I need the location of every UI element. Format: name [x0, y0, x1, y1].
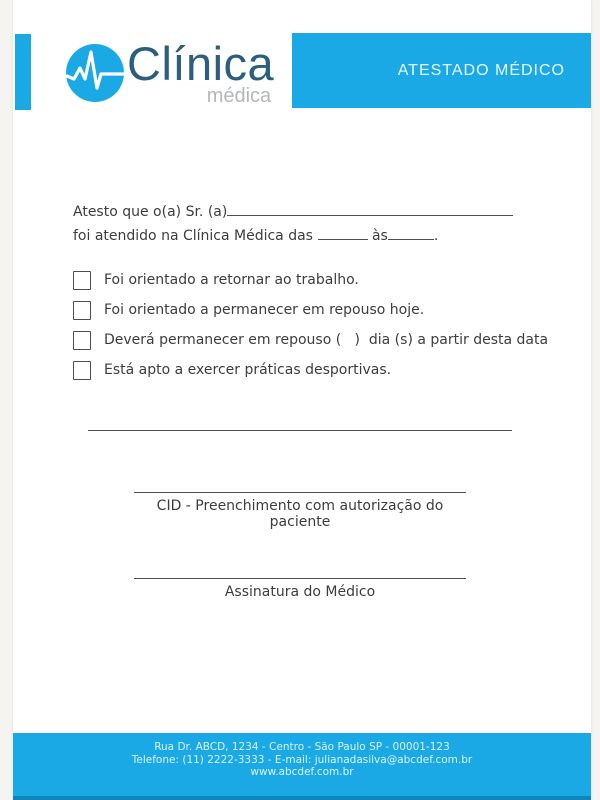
footer [13, 733, 591, 800]
brand-name: Clínica [127, 37, 275, 90]
time-to-field[interactable] [388, 224, 434, 240]
time-from-field[interactable] [318, 224, 368, 240]
statement-line-2-middle: às [371, 228, 388, 244]
brand-subtitle: médica [206, 85, 272, 107]
checkbox-sports-fit[interactable] [73, 361, 91, 380]
signature-fill-line[interactable] [134, 578, 466, 579]
checkbox-label: Foi orientado a retornar ao trabalho. [104, 272, 359, 288]
footer-address: Rua Dr. ABCD, 1234 - Centro - São Paulo SP - 00001-123 [154, 741, 450, 753]
statement-line-2-period: . [433, 228, 439, 244]
footer-contact: Telefone: (11) 2222-3333 - E-mail: julianadasilva@abcdef.com.br [131, 753, 473, 766]
cid-field [134, 492, 466, 530]
checkbox-label: Está apto a exercer práticas desportivas. [104, 362, 392, 378]
cid-fill-line[interactable] [134, 492, 466, 493]
checklist-item [73, 360, 543, 380]
checkbox-return-to-work[interactable] [73, 271, 91, 290]
signature-field [134, 578, 466, 600]
checklist-item [73, 270, 543, 290]
statement-line-2 [73, 224, 513, 248]
checkbox-label: Deverá permanecer em repouso ( ) dia (s) a partir desta data [104, 332, 549, 348]
checklist-item [73, 300, 543, 320]
notes-fill-line[interactable] [88, 430, 512, 431]
document-title: ATESTADO MÉDICO [397, 61, 565, 79]
statement-line-1-text: Atesto que o(a) Sr. (a) [73, 204, 228, 220]
title-banner [292, 33, 591, 108]
footer-website: www.abcdef.com.br [250, 766, 354, 778]
header-accent-bar [15, 34, 31, 110]
checklist-item [73, 330, 549, 350]
statement-line-1 [73, 200, 513, 224]
certificate-sheet [13, 0, 591, 800]
signature-caption: Assinatura do Médico [224, 584, 376, 600]
footer-bottom-strip [13, 796, 591, 800]
checkbox-label: Foi orientado a permanecer em repouso hoje. [104, 302, 425, 318]
checkbox-rest-days[interactable] [73, 331, 91, 350]
patient-name-field[interactable] [227, 200, 513, 216]
statement-line-2-text: foi atendido na Clínica Médica das [73, 228, 313, 244]
brand-block [127, 37, 275, 107]
checkbox-rest-today[interactable] [73, 301, 91, 320]
statement-paragraph [73, 200, 513, 248]
checklist [73, 270, 549, 390]
cid-caption: CID - Preenchimento com autorização do paciente [156, 498, 444, 530]
